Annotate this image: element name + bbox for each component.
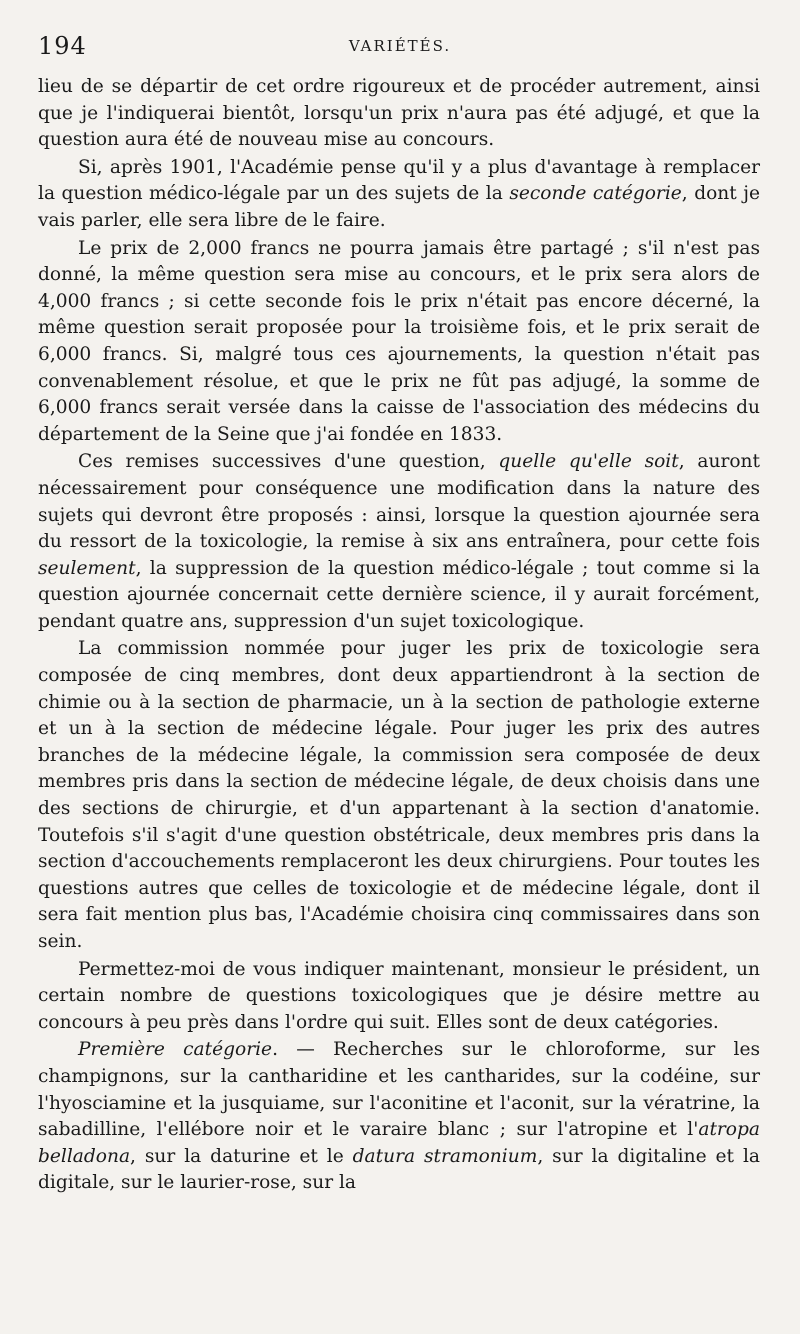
page-number: 194: [38, 32, 87, 60]
running-head: [38, 32, 762, 62]
paragraph-7-italic-atropa-belladona: atropa belladona: [38, 1119, 760, 1167]
paragraph-7-segment-2: . — Recherches sur le chloroforme, sur les champignons, sur la cantharidine et les cantharides, sur la codéine, sur l'hyosciamine et la jusquiame, sur l'aconitine et l'aconit, sur la vératrine, la sabadilline, l'ellébore noir et le varaire blanc ; sur l'atropine et l': [38, 1039, 760, 1141]
paragraph-7-segment-4: , sur la daturine et le: [130, 1145, 353, 1167]
paragraph-4: [38, 449, 760, 635]
paragraph-7: [38, 1037, 760, 1197]
paragraph-5: [38, 636, 760, 955]
paragraph-2-segment-1: Si, après 1901, l'Académie pense qu'il y a plus d'avantage à remplacer la question médico-légale par un des sujets de la: [38, 156, 760, 205]
paragraph-3: [38, 236, 760, 449]
paragraph-4-segment-5: , la suppression de la question médico-légale ; tout comme si la question ajournée concernait cette dernière science, il y aurait forcément, pendant quatre ans, suppression d'un sujet toxicologique.: [38, 557, 760, 632]
paragraph-2-segment-3: , dont je vais parler, elle sera libre de le faire.: [38, 183, 761, 231]
paragraph-2: [38, 155, 760, 235]
paragraph-5-segment-1: La commission nommée pour juger les prix de toxicologie sera composée de cinq membres, dont deux appartiendront à la section de chimie ou à la section de pharmacie, un à la section de pathologie externe et un à la section de médecine légale. Pour juger les prix des autres branches de la médecine légale, la commission sera composée de deux membres pris dans la section de médecine légale, de deux choisis dans une des sections de chirurgie, et d'un appartenant à la section d'anatomie. Toutefois s'il s'agit d'une question obstétricale, deux membres pris dans la section d'accouchements remplaceront les deux chirurgiens. Pour toutes les questions autres que celles de toxicologie et de médecine légale, dont il sera fait mention plus bas, l'Académie choisira cinq commissaires dans son sein.: [38, 638, 760, 952]
paragraph-1-segment-1: lieu de se départir de cet ordre rigoureux et de procéder autrement, ainsi que je l'indiquerai bientôt, lorsqu'un prix n'aura pas été adjugé, et que la question aura été de nouveau mise au concours.: [38, 76, 760, 151]
paragraph-7-italic-datura-stramonium: datura stramonium: [352, 1145, 538, 1167]
paragraph-4-italic-quelle-quelle-soit: quelle qu'elle soit: [498, 451, 679, 473]
paragraph-7-segment-6: , sur la digitaline et la digitale, sur le laurier-rose, sur la: [38, 1145, 760, 1194]
paragraph-1: [38, 74, 760, 154]
running-title: VARIÉTÉS.: [348, 37, 452, 55]
text-body: [38, 74, 760, 1197]
paragraph-4-italic-seulement: seulement: [38, 557, 136, 579]
paragraph-6: [38, 957, 760, 1037]
paragraph-7-italic-premiere-categorie: Première catégorie: [78, 1039, 273, 1061]
paragraph-6-segment-1: Permettez-moi de vous indiquer maintenant, monsieur le président, un certain nombre de questions toxicologiques que je désire mettre au concours à peu près dans l'ordre qui suit. Elles sont de deux catégories.: [38, 958, 760, 1033]
paragraph-2-italic-seconde-categorie: seconde catégorie: [509, 183, 682, 205]
paragraph-4-segment-3: , auront nécessairement pour conséquence une modification dans la nature des sujets qui devront être proposés : ainsi, lorsque la question ajournée sera du ressort de la toxicologie, la remise à six ans entraînera, pour cette fois: [38, 451, 760, 553]
paragraph-3-segment-1: Le prix de 2,000 francs ne pourra jamais être partagé ; s'il n'est pas donné, la même question sera mise au concours, et le prix sera alors de 4,000 francs ; si cette seconde fois le prix n'était pas encore décerné, la même question serait proposée pour la troisième fois, et le prix serait de 6,000 francs. Si, malgré tous ces ajournements, la question n'était pas convenablement résolue, et que le prix ne fût pas adjugé, la somme de 6,000 francs serait versée dans la caisse de l'association des médecins du département de la Seine que j'ai fondée en 1833.: [38, 237, 760, 445]
paragraph-4-segment-1: Ces remises successives d'une question,: [78, 451, 499, 473]
